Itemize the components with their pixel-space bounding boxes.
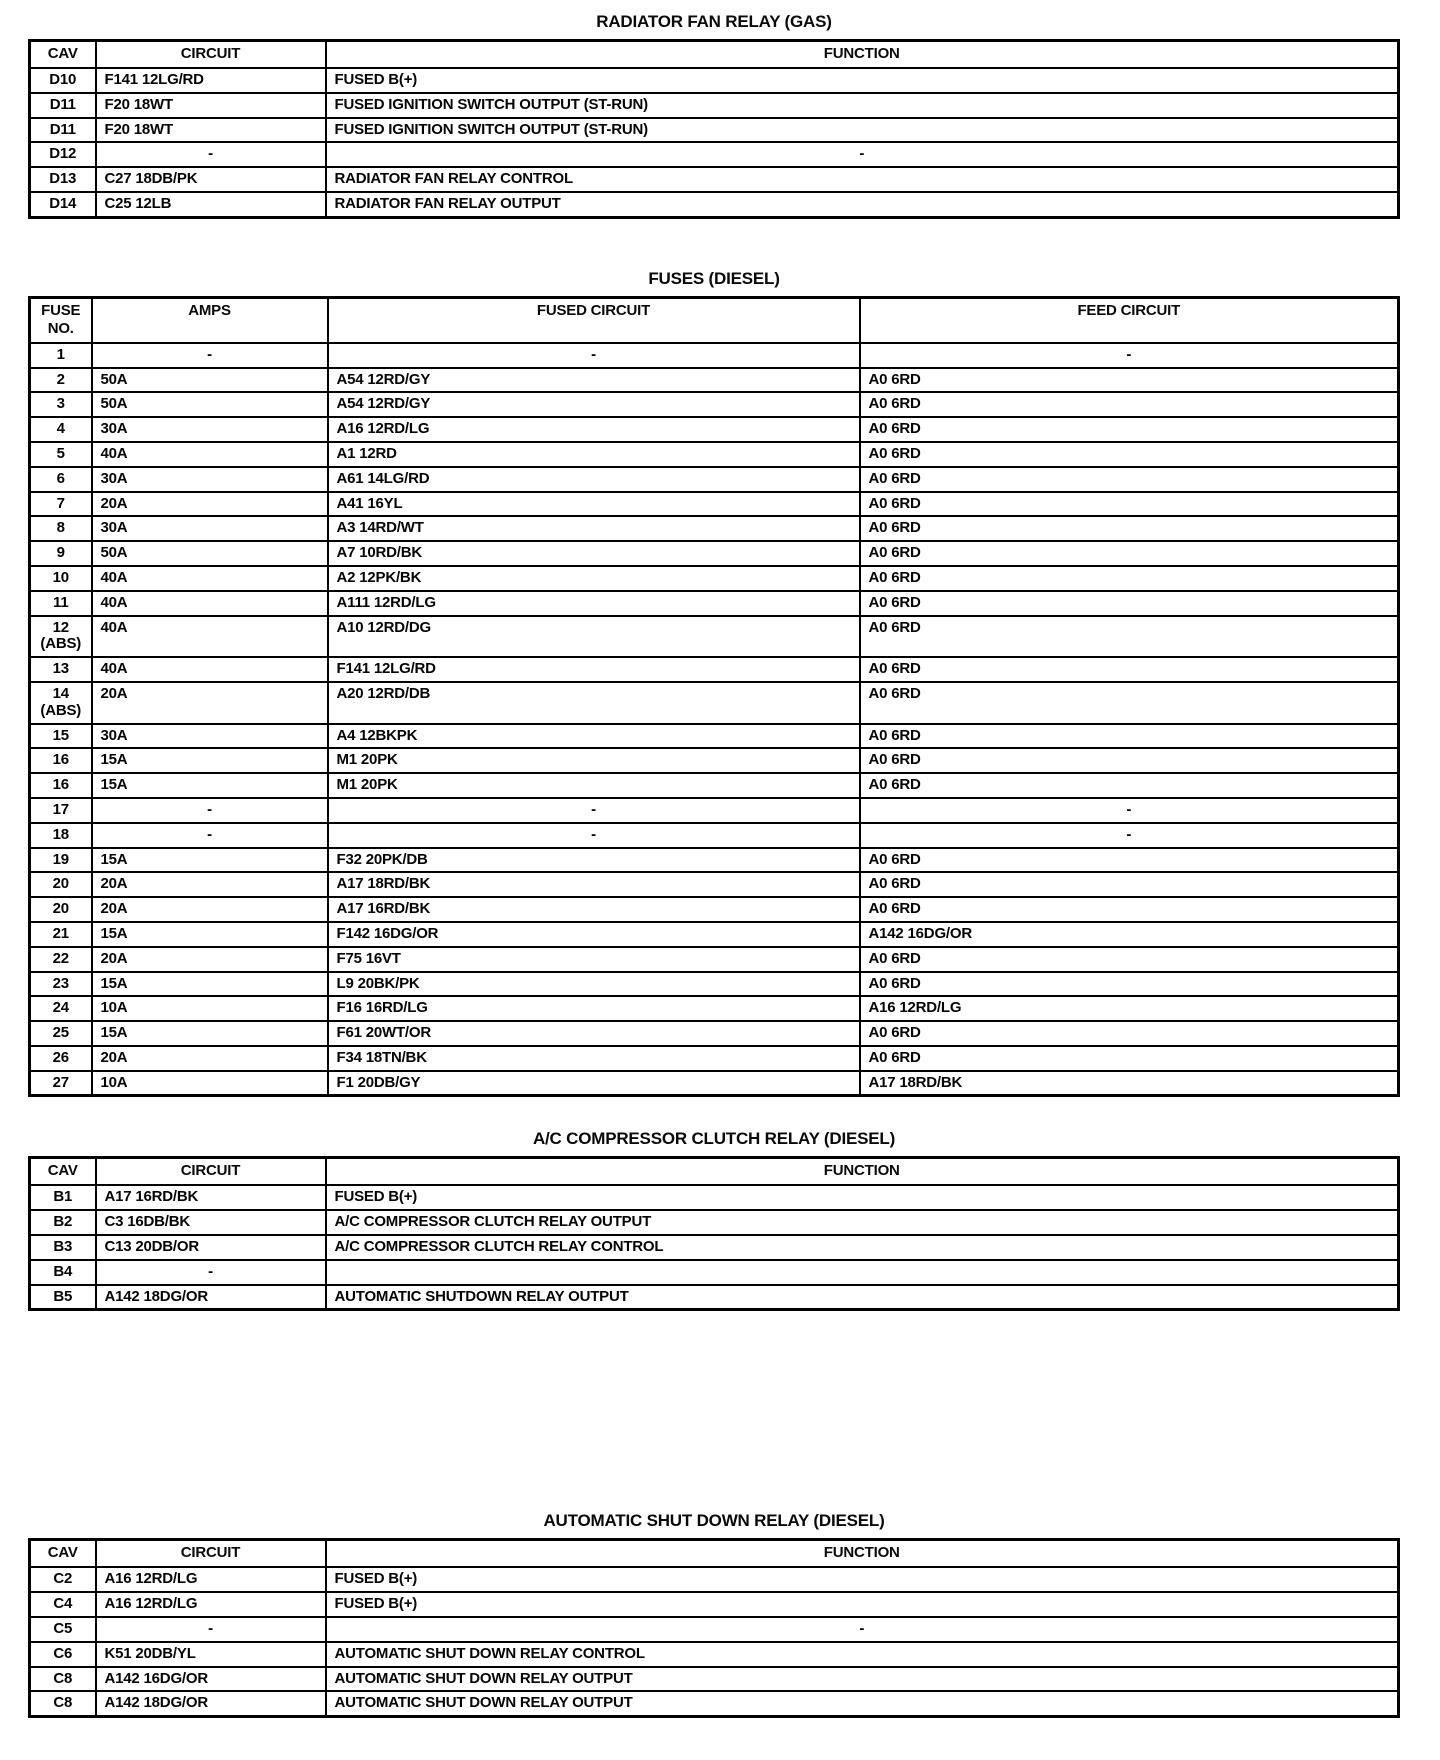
table-cell: 10A [92,996,328,1021]
table-cell: D13 [30,167,96,192]
column-header: FUSED CIRCUIT [328,297,860,343]
table-cell: 19 [30,848,92,873]
table-cell: A54 12RD/GY [328,368,860,393]
radiator-fan-relay-table [28,39,1400,219]
table-cell: A41 16YL [328,492,860,517]
table-cell: 40A [92,591,328,616]
table-cell: - [92,798,328,823]
table-cell: F1 20DB/GY [328,1071,860,1096]
table-cell: 27 [30,1071,92,1096]
table-cell: A0 6RD [860,442,1399,467]
table-cell: RADIATOR FAN RELAY CONTROL [326,167,1399,192]
table-cell: A0 6RD [860,773,1399,798]
table-row [30,541,1399,566]
table-cell: 20A [92,492,328,517]
table-cell: 15 [30,724,92,749]
table-row [30,492,1399,517]
table-cell: C27 18DB/PK [96,167,326,192]
column-header: CIRCUIT [96,1158,326,1186]
table-cell: 20A [92,1046,328,1071]
table-cell: A10 12RD/DG [328,616,860,658]
table-cell: A0 6RD [860,516,1399,541]
table-cell: 7 [30,492,92,517]
table-cell: 40A [92,657,328,682]
table-row [30,872,1399,897]
table-row [30,68,1399,93]
table-row [30,1567,1399,1592]
table-cell: 23 [30,972,92,997]
table-cell: FUSED B(+) [326,1185,1399,1210]
table-cell: F61 20WT/OR [328,1021,860,1046]
table-cell: B3 [30,1235,96,1260]
table-cell: RADIATOR FAN RELAY OUTPUT [326,192,1399,217]
table-cell [326,1260,1399,1285]
table-cell: 15A [92,972,328,997]
table-row [30,1260,1399,1285]
table-row [30,192,1399,217]
table-cell: F75 16VT [328,947,860,972]
table-cell: F32 20PK/DB [328,848,860,873]
table-cell: - [860,823,1399,848]
table-cell: A0 6RD [860,848,1399,873]
header-row [30,297,1399,343]
table-cell: A17 16RD/BK [328,897,860,922]
table-cell: FUSED B(+) [326,68,1399,93]
table-cell: D14 [30,192,96,217]
table-cell: 6 [30,467,92,492]
column-header: FUNCTION [326,1158,1399,1186]
table-row [30,142,1399,167]
column-header: AMPS [92,297,328,343]
table-cell: D11 [30,118,96,143]
table-cell: L9 20BK/PK [328,972,860,997]
table-cell: 4 [30,417,92,442]
table-cell: A0 6RD [860,392,1399,417]
table-row [30,897,1399,922]
table-cell: F141 12LG/RD [96,68,326,93]
table-cell: A16 12RD/LG [96,1592,326,1617]
table-cell: 15A [92,922,328,947]
table-cell: 2 [30,368,92,393]
table-row [30,773,1399,798]
table-cell: K51 20DB/YL [96,1642,326,1667]
ac-compressor-clutch-relay-title: A/C COMPRESSOR CLUTCH RELAY (DIESEL) [532,1129,896,1149]
table-cell: A16 12RD/LG [860,996,1399,1021]
table-cell: A0 6RD [860,872,1399,897]
table-cell: - [96,1617,326,1642]
table-cell: A0 6RD [860,972,1399,997]
table-cell: 30A [92,724,328,749]
table-cell: 20A [92,682,328,724]
table-row [30,922,1399,947]
table-cell: - [328,343,860,368]
table-cell: C5 [30,1617,96,1642]
table-cell: 20A [92,872,328,897]
table-cell: F16 16RD/LG [328,996,860,1021]
ac-compressor-clutch-relay-table [28,1156,1400,1311]
table-cell: A0 6RD [860,492,1399,517]
table-row [30,1021,1399,1046]
table-cell: 16 [30,748,92,773]
table-cell: - [96,1260,326,1285]
table-cell: 3 [30,392,92,417]
table-cell: 24 [30,996,92,1021]
column-header: CIRCUIT [96,1540,326,1568]
table-cell: 15A [92,773,328,798]
table-cell: F142 16DG/OR [328,922,860,947]
header-row [30,1540,1399,1568]
table-row [30,823,1399,848]
table-row [30,167,1399,192]
table-cell: A20 12RD/DB [328,682,860,724]
table-row [30,1691,1399,1716]
table-cell: 12 (ABS) [30,616,92,658]
table-cell: A0 6RD [860,566,1399,591]
table-cell: A0 6RD [860,467,1399,492]
table-cell: 1 [30,343,92,368]
table-cell: F34 18TN/BK [328,1046,860,1071]
table-cell: A111 12RD/LG [328,591,860,616]
table-cell: A0 6RD [860,616,1399,658]
table-cell: A4 12BKPK [328,724,860,749]
table-cell: 15A [92,1021,328,1046]
table-cell: AUTOMATIC SHUT DOWN RELAY OUTPUT [326,1667,1399,1692]
fuses-diesel-title: FUSES (DIESEL) [648,268,780,288]
table-cell: 40A [92,442,328,467]
table-cell: D11 [30,93,96,118]
table-cell: 25 [30,1021,92,1046]
table-cell: 20A [92,897,328,922]
table-cell: - [92,823,328,848]
table-cell: M1 20PK [328,773,860,798]
table-cell: FUSED B(+) [326,1567,1399,1592]
table-cell: 8 [30,516,92,541]
table-cell: 11 [30,591,92,616]
table-cell: A0 6RD [860,541,1399,566]
table-cell: A0 6RD [860,1021,1399,1046]
table-cell: 10 [30,566,92,591]
radiator-fan-relay-section [28,12,1400,219]
table-row [30,657,1399,682]
table-cell: - [328,823,860,848]
table-cell: 17 [30,798,92,823]
table-cell: 26 [30,1046,92,1071]
radiator-fan-relay-title: RADIATOR FAN RELAY (GAS) [596,12,832,31]
column-header: FUSE NO. [30,297,92,343]
table-row [30,566,1399,591]
table-cell: F20 18WT [96,118,326,143]
table-cell: A142 16DG/OR [860,922,1399,947]
automatic-shut-down-relay-table [28,1538,1400,1718]
table-row [30,1617,1399,1642]
table-cell: - [860,343,1399,368]
table-cell: 14 (ABS) [30,682,92,724]
table-row [30,417,1399,442]
table-cell: 20 [30,872,92,897]
table-cell: A16 12RD/LG [328,417,860,442]
table-cell: C4 [30,1592,96,1617]
table-cell: A/C COMPRESSOR CLUTCH RELAY CONTROL [326,1235,1399,1260]
table-cell: D12 [30,142,96,167]
column-header: CAV [30,1540,96,1568]
table-cell: 40A [92,566,328,591]
table-cell: A17 18RD/BK [860,1071,1399,1096]
table-row [30,1210,1399,1235]
table-cell: 5 [30,442,92,467]
table-cell: A1 12RD [328,442,860,467]
fuses-diesel-section [28,269,1400,1098]
table-row [30,118,1399,143]
table-cell: FUSED IGNITION SWITCH OUTPUT (ST-RUN) [326,93,1399,118]
table-cell: C2 [30,1567,96,1592]
table-row [30,616,1399,658]
table-cell: 10A [92,1071,328,1096]
table-row [30,682,1399,724]
table-cell: AUTOMATIC SHUT DOWN RELAY OUTPUT [326,1691,1399,1716]
table-cell: 16 [30,773,92,798]
table-cell: A0 6RD [860,417,1399,442]
table-cell: FUSED IGNITION SWITCH OUTPUT (ST-RUN) [326,118,1399,143]
table-row [30,442,1399,467]
table-cell: A17 18RD/BK [328,872,860,897]
table-row [30,343,1399,368]
table-row [30,724,1399,749]
column-header: FEED CIRCUIT [860,297,1399,343]
table-cell: AUTOMATIC SHUTDOWN RELAY OUTPUT [326,1285,1399,1310]
table-cell: A/C COMPRESSOR CLUTCH RELAY OUTPUT [326,1210,1399,1235]
table-cell: 50A [92,541,328,566]
table-row [30,1071,1399,1096]
table-cell: - [860,798,1399,823]
table-row [30,392,1399,417]
table-cell: A142 16DG/OR [96,1667,326,1692]
table-row [30,1642,1399,1667]
table-cell: - [328,798,860,823]
table-row [30,1185,1399,1210]
table-cell: 22 [30,947,92,972]
automatic-shut-down-relay-title: AUTOMATIC SHUT DOWN RELAY (DIESEL) [543,1511,885,1531]
table-cell: A2 12PK/BK [328,566,860,591]
table-cell: 50A [92,368,328,393]
table-cell: FUSED B(+) [326,1592,1399,1617]
table-cell: - [326,142,1399,167]
table-cell: A0 6RD [860,682,1399,724]
table-cell: D10 [30,68,96,93]
table-row [30,467,1399,492]
table-row [30,1046,1399,1071]
column-header: CAV [30,41,96,69]
table-cell: A0 6RD [860,724,1399,749]
table-cell: C3 16DB/BK [96,1210,326,1235]
header-row [30,41,1399,69]
table-cell: F20 18WT [96,93,326,118]
table-cell: A0 6RD [860,748,1399,773]
table-cell: - [326,1617,1399,1642]
table-row [30,972,1399,997]
table-cell: B2 [30,1210,96,1235]
table-cell: - [92,343,328,368]
table-cell: A17 16RD/BK [96,1185,326,1210]
table-row [30,1667,1399,1692]
table-cell: A0 6RD [860,1046,1399,1071]
column-header: CAV [30,1158,96,1186]
table-cell: 21 [30,922,92,947]
table-row [30,748,1399,773]
table-cell: 20 [30,897,92,922]
table-cell: - [96,142,326,167]
table-cell: A142 18DG/OR [96,1691,326,1716]
header-row [30,1158,1399,1186]
ac-compressor-clutch-relay-section [28,1129,1400,1311]
fuses-diesel-table [28,296,1400,1098]
table-row [30,591,1399,616]
table-cell: C8 [30,1667,96,1692]
table-cell: A3 14RD/WT [328,516,860,541]
table-cell: AUTOMATIC SHUT DOWN RELAY CONTROL [326,1642,1399,1667]
table-row [30,368,1399,393]
table-cell: 15A [92,848,328,873]
table-row [30,1285,1399,1310]
table-cell: B4 [30,1260,96,1285]
table-cell: B5 [30,1285,96,1310]
table-cell: 30A [92,516,328,541]
table-cell: A0 6RD [860,947,1399,972]
table-row [30,93,1399,118]
table-cell: 18 [30,823,92,848]
table-row [30,848,1399,873]
table-row [30,798,1399,823]
table-cell: F141 12LG/RD [328,657,860,682]
table-row [30,996,1399,1021]
table-cell: A0 6RD [860,591,1399,616]
column-header: CIRCUIT [96,41,326,69]
table-cell: C6 [30,1642,96,1667]
table-cell: A0 6RD [860,897,1399,922]
table-cell: A16 12RD/LG [96,1567,326,1592]
table-row [30,516,1399,541]
table-cell: 9 [30,541,92,566]
table-cell: A54 12RD/GY [328,392,860,417]
table-cell: 15A [92,748,328,773]
table-cell: A0 6RD [860,657,1399,682]
table-cell: C25 12LB [96,192,326,217]
automatic-shut-down-relay-section [28,1511,1400,1718]
table-cell: A7 10RD/BK [328,541,860,566]
table-cell: 40A [92,616,328,658]
column-header: FUNCTION [326,41,1399,69]
table-cell: 30A [92,417,328,442]
table-cell: C13 20DB/OR [96,1235,326,1260]
table-cell: A61 14LG/RD [328,467,860,492]
table-row [30,1235,1399,1260]
table-cell: 30A [92,467,328,492]
column-header: FUNCTION [326,1540,1399,1568]
table-cell: A142 18DG/OR [96,1285,326,1310]
table-cell: 50A [92,392,328,417]
table-row [30,947,1399,972]
table-cell: B1 [30,1185,96,1210]
table-cell: 20A [92,947,328,972]
table-row [30,1592,1399,1617]
table-cell: C8 [30,1691,96,1716]
table-cell: 13 [30,657,92,682]
table-cell: M1 20PK [328,748,860,773]
table-cell: A0 6RD [860,368,1399,393]
